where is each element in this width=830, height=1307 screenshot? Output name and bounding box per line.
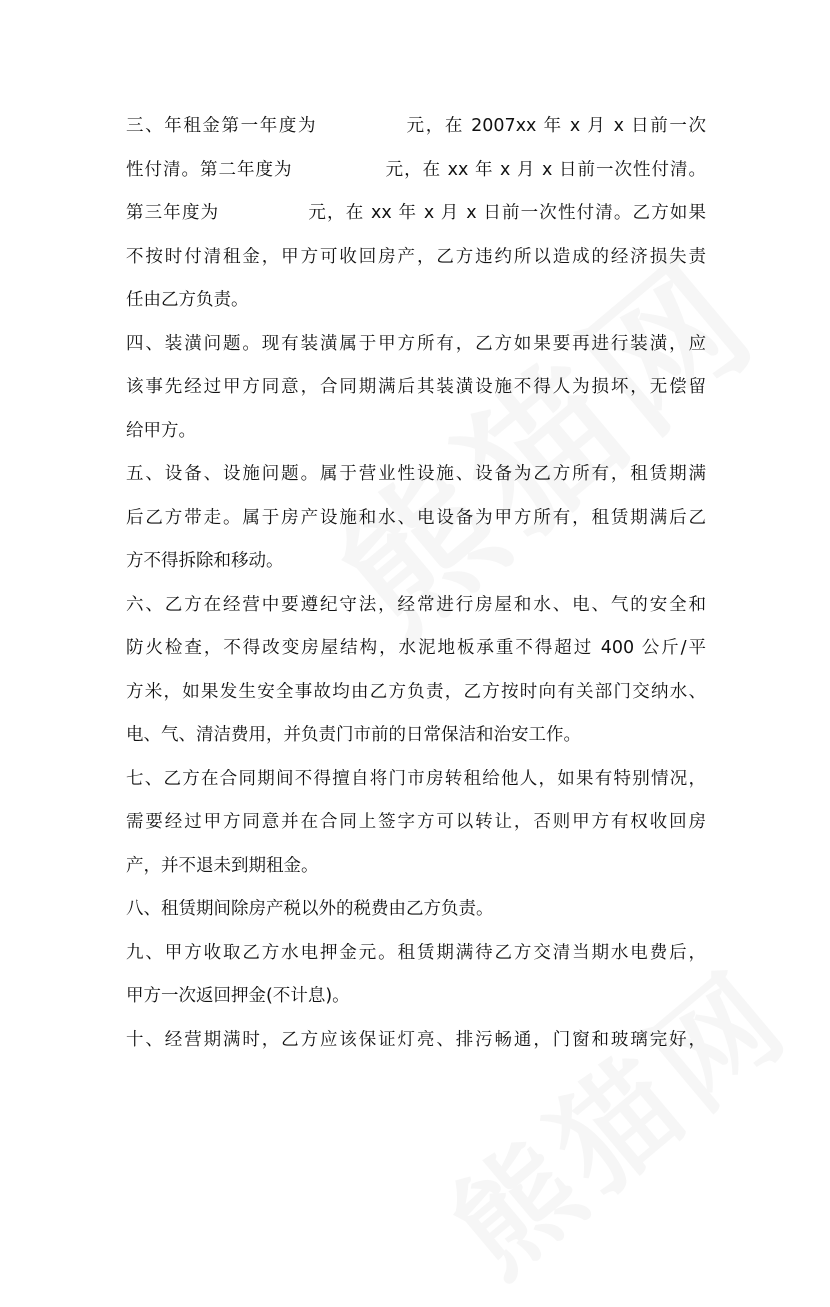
text-line: 七、乙方在合同期间不得擅自将门市房转租给他人，如果有特别情况， (126, 768, 706, 789)
text-line: 该事先经过甲方同意，合同期满后其装潢设施不得人为损坏，无偿留 (126, 377, 706, 397)
text-line: 方米，如果发生安全事故均由乙方负责，乙方按时向有关部门交纳水、 (126, 681, 706, 702)
text-line: 六、乙方在经营中要遵纪守法，经常进行房屋和水、电、气的安全和 (126, 594, 706, 615)
text-line (126, 105, 706, 149)
text-segment: 元，在 xx 年 x 月 x 日前一次性付清。 (384, 159, 706, 180)
clause-9 (126, 932, 706, 1019)
text-line: 防火检查，不得改变房屋结构，水泥地板承重不得超过 400 公斤/平 (126, 638, 706, 658)
text-line: 电、气、清洁费用，并负责门市前的日常保洁和治安工作。 (126, 725, 581, 745)
text-line (126, 149, 706, 193)
text-line: 方不得拆除和移动。 (126, 551, 284, 571)
text-segment: 元，在 2007xx 年 x 月 x 日前一次 (405, 116, 706, 136)
text-line (126, 192, 706, 236)
text-line: 甲方一次返回押金(不计息)。 (126, 986, 350, 1006)
text-segment: 性付清。第二年度为 (126, 159, 293, 180)
text-line: 八、租赁期间除房产税以外的税费由乙方负责。 (126, 899, 494, 919)
text-line: 后乙方带走。属于房产设施和水、电设备为甲方所有，租赁期满后乙 (126, 507, 706, 528)
clause-5 (126, 453, 706, 584)
text-segment: 第三年度为 (126, 203, 220, 223)
text-line: 需要经过甲方同意并在合同上签字方可以转让，否则甲方有权收回房 (126, 812, 706, 832)
clause-6 (126, 584, 706, 758)
clause-10 (126, 1019, 706, 1063)
text-line: 九、甲方收取乙方水电押金元。租赁期满待乙方交清当期水电费后， (126, 942, 706, 963)
text-segment: 三、年租金第一年度为 (126, 116, 318, 136)
text-line: 四、装潢问题。现有装潢属于甲方所有，乙方如果要再进行装潢，应 (126, 333, 706, 354)
clause-3 (126, 105, 706, 323)
text-line: 不按时付清租金，甲方可收回房产，乙方违约所以造成的经济损失责 (126, 246, 706, 267)
text-line: 给甲方。 (126, 420, 196, 441)
text-line: 任由乙方负责。 (126, 290, 249, 310)
clause-8 (126, 888, 706, 932)
document-body (126, 105, 706, 1062)
text-segment: 元，在 xx 年 x 月 x 日前一次性付清。乙方如果 (307, 203, 706, 223)
clause-7 (126, 758, 706, 889)
text-line: 产，并不退未到期租金。 (126, 855, 319, 876)
clause-4 (126, 323, 706, 454)
text-line: 十、经营期满时，乙方应该保证灯亮、排污畅通，门窗和玻璃完好， (126, 1029, 706, 1050)
text-line: 五、设备、设施问题。属于营业性设施、设备为乙方所有，租赁期满 (126, 464, 706, 484)
